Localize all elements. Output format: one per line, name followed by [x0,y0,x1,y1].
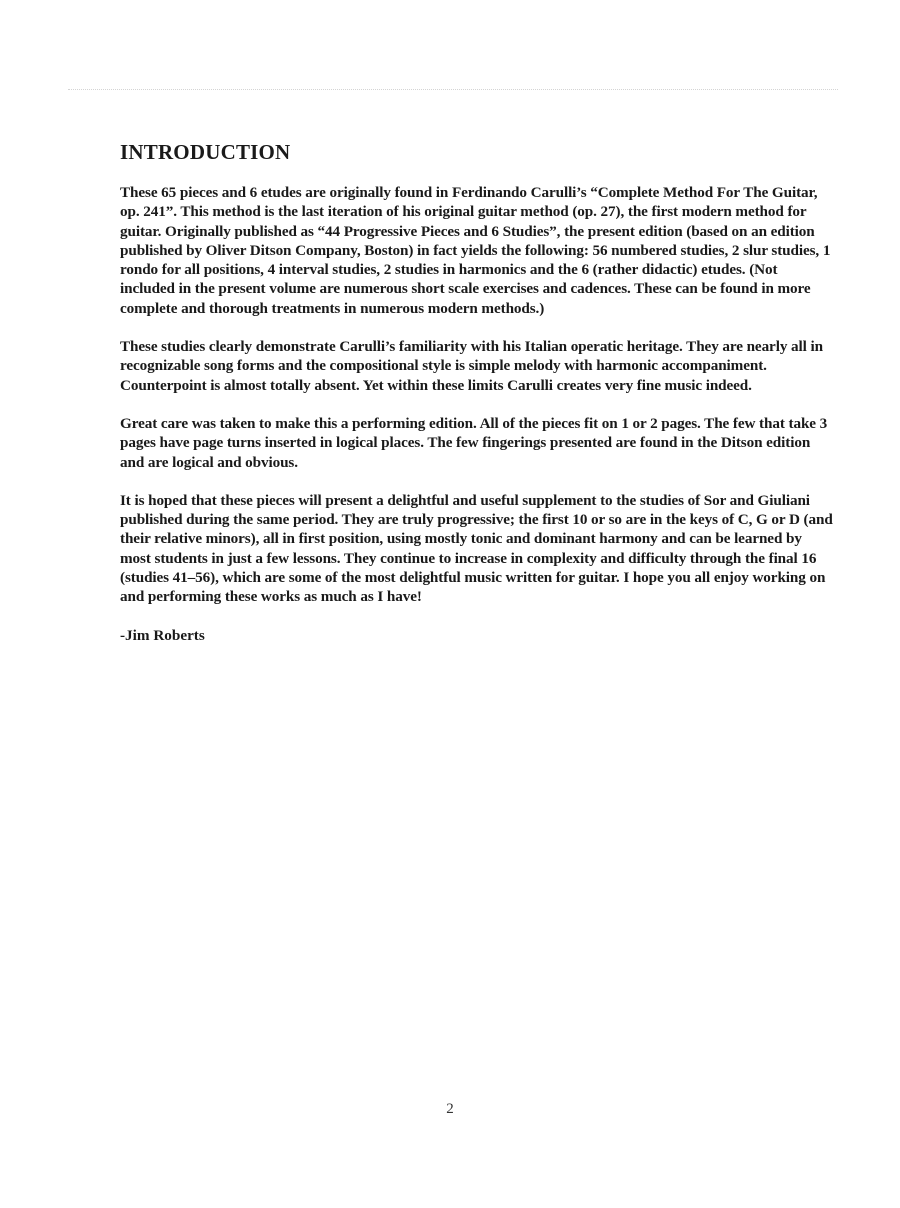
author-signature: -Jim Roberts [120,626,205,644]
paragraph-3: Great care was taken to make this a performing edition. All of the pieces fit on 1 or 2 pages. The few that take 3 pages have page turns inserted in logical places. The few fingerings presented are found in the Ditson edition and are logical and obvious. [120,414,828,471]
header-divider [68,89,838,90]
paragraph-4: It is hoped that these pieces will present a delightful and useful supplement to the studies of Sor and Giuliani published during the same period. They are truly progressive; the first 10 or so are in the keys of C, G or D (and their relative minors), all in first position, using mostly tonic and dominant harmony and can be learned by most students in just a few lessons. They continue to increase in complexity and difficulty through the final 16 (studies 41–56), which are some of the most delightful music written for guitar. I hope you all enjoy working on and performing these works as much as I have! [120,491,833,606]
page-title: INTRODUCTION [120,140,291,164]
paragraph-2: These studies clearly demonstrate Carulli’s familiarity with his Italian operatic heritage. They are nearly all in recognizable song forms and the compositional style is simple melody with harmonic accompaniment. Counterpoint is almost totally absent. Yet within these limits Carulli creates very fine music indeed. [120,338,823,394]
page-number: 2 [446,1101,454,1117]
paragraph-1: These 65 pieces and 6 etudes are originally found in Ferdinando Carulli’s “Complete Method For The Guitar, op. 241”. This method is the last iteration of his original guitar method (op. 27), the first modern method for guitar. Originally published as “44 Progressive Pieces and 6 Studies”, the present edition (based on an edition published by Oliver Ditson Company, Boston) in fact yields the following: 56 numbered studies, 2 slur studies, 1 rondo for all positions, 4 interval studies, 2 studies in harmonics and the 6 (rather didactic) etudes. (Not included in the present volume are numerous short scale exercises and cadences. These can be found in more complete and thorough treatments in numerous modern methods.) [120,184,831,317]
document-body [120,138,834,645]
